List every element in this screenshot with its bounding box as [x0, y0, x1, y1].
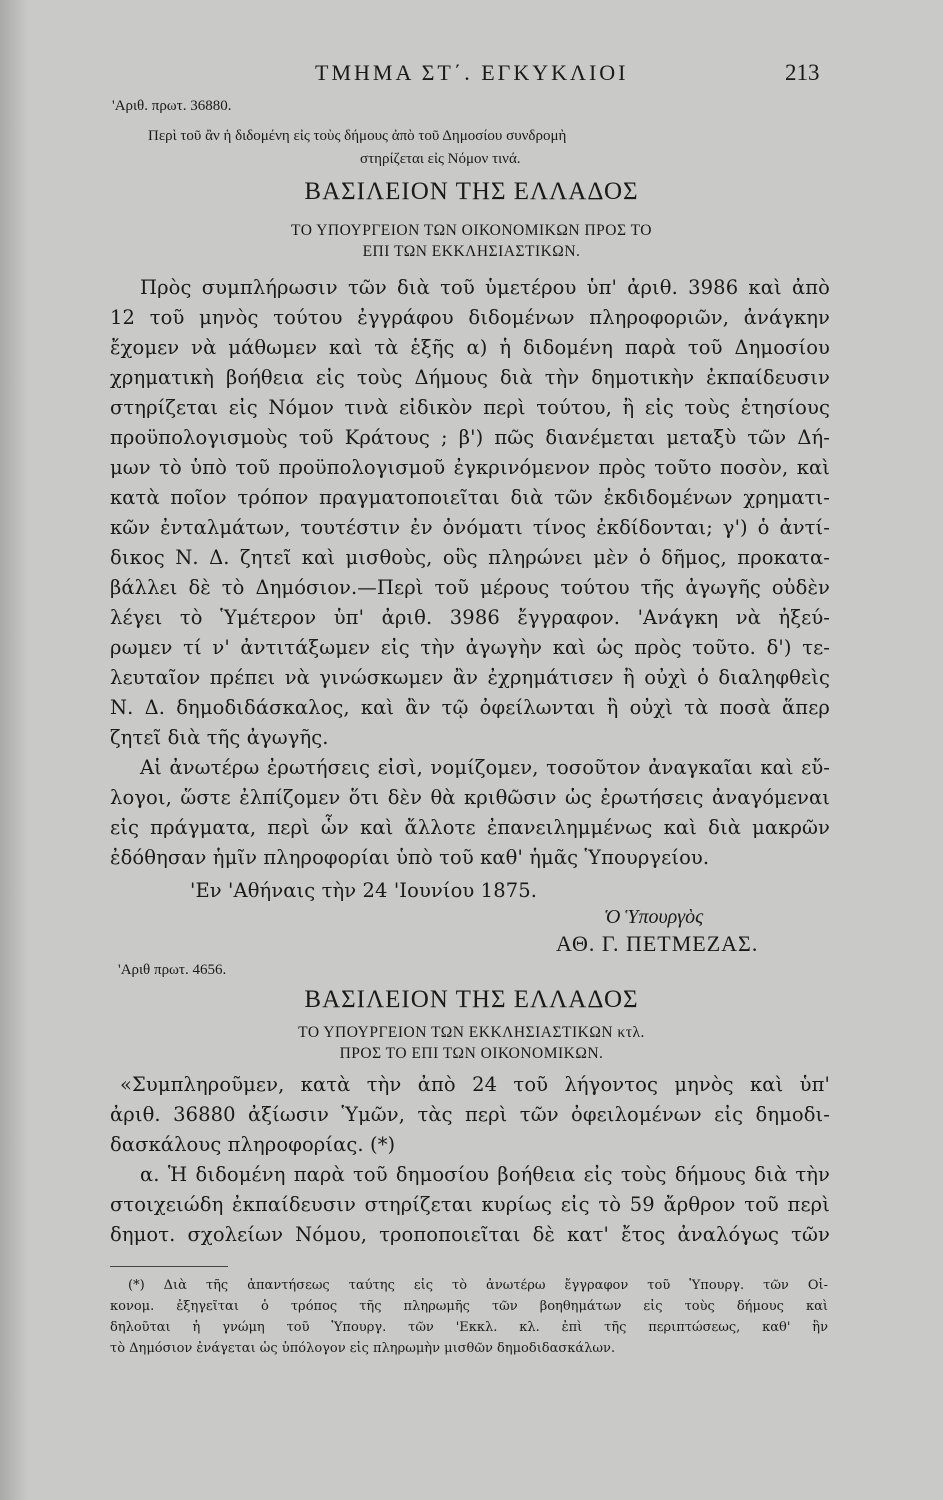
running-header: ΤΜΗΜΑ ΣΤ΄. ΕΓΚΥΚΛΙΟΙ [315, 60, 629, 85]
kingdom-heading: ΒΑΣΙΛΕΙΟΝ ΤΗΣ ΕΛΛΑΔΟΣ [304, 178, 639, 205]
kingdom-heading: ΒΑΣΙΛΕΙΟΝ ΤΗΣ ΕΛΛΑΔΟΣ [304, 986, 639, 1013]
body-line: εἰς πράγματα, περὶ ὧν καὶ ἄλλοτε ἐπανειλημμένως καὶ διὰ μακρῶν [110, 816, 830, 839]
letter-date: 'Εν 'Αθήναις τὴν 24 'Ιουνίου 1875. [190, 879, 538, 902]
signature-name: ΑΘ. Γ. ΠΕΤΜΕΖΑΣ. [556, 931, 759, 956]
ministry-heading: ΠΡΟΣ ΤΟ ΕΠΙ ΤΩΝ ΟΙΚΟΝΟΜΙΚΩΝ. [339, 1045, 604, 1062]
body-line: λευταῖον πρέπει νὰ γινώσκωμεν ἂν ἐχρημάτισεν ἢ οὐχὶ ὁ διαληφθεὶς [110, 666, 830, 689]
body-line: λογοι, ὥστε ἐλπίζομεν ὅτι δὲν θὰ κριθῶσιν ὡς ἐρωτήσεις ἀναγόμεναι [110, 786, 830, 809]
body-line: ἔχομεν νὰ μάθωμεν καὶ τὰ ἑξῆς α) ἡ διδομένη παρὰ τοῦ Δημοσίου [110, 336, 830, 359]
body-line: α. Ἡ διδομένη παρὰ τοῦ δημοσίου βοήθεια εἰς τοὺς δήμους διὰ τὴν [140, 1163, 830, 1186]
body-line: χρηματικὴ βοήθεια εἰς τοὺς Δήμους διὰ τὴν δημοτικὴν ἐκπαίδευσιν [110, 366, 830, 389]
footnote-line: (*) Διὰ τῆς ἀπαντήσεως ταύτης εἰς τὸ ἀνωτέρω ἔγγραφον τοῦ Ὑπουργ. τῶν Οἰ- [128, 1278, 828, 1293]
footnote-line: κονομ. ἐξηγεῖται ὁ τρόπος τῆς πληρωμῆς τῶν βοηθημάτων εἰς τοὺς δήμους καὶ [110, 1299, 828, 1314]
body-line: 12 τοῦ μηνὸς τούτου ἐγγράφου διδομένων πληροφοριῶν, ἀνάγκην [110, 306, 830, 329]
body-line: ρωμεν τί ν' ἀντιτάξωμεν εἰς τὴν ἀγωγὴν καὶ ὡς πρὸς τοῦτο. δ') τε- [110, 636, 830, 659]
footnote-line: δηλοῦται ἡ γνώμη τοῦ Ὑπουργ. τῶν 'Εκκλ. κλ. ἐπὶ τῆς περιπτώσεως, καθ' ἣν [110, 1320, 828, 1335]
body-line: δασκάλους πληροφορίας. (*) [110, 1133, 396, 1156]
protocol-number: 'Αριθ πρωτ. 4656. [118, 962, 227, 978]
body-line: στηρίζεται εἰς Νόμον τινὰ εἰδικὸν περὶ τούτου, ἢ εἰς τοὺς ἐτησίους [110, 396, 830, 419]
body-line: δικος Ν. Δ. ζητεῖ καὶ μισθοὺς, οὓς πληρώνει μὲν ὁ δῆμος, προκατα- [110, 546, 830, 569]
body-line: Πρὸς συμπλήρωσιν τῶν διὰ τοῦ ὑμετέρου ὑπ' ἀριθ. 3986 καὶ ἀπὸ [140, 276, 830, 299]
body-line: κῶν ἐνταλμάτων, τουτέστιν ἐν ὀνόματι τίνος ἐκδίδονται; γ') ὁ ἀντί- [110, 516, 830, 539]
body-line: «Συμπληροῦμεν, κατὰ τὴν ἀπὸ 24 τοῦ λήγοντος μηνὸς καὶ ὑπ' [120, 1073, 830, 1096]
footnote-rule [110, 1266, 228, 1267]
subject-line: Περὶ τοῦ ἂν ἡ διδομένη εἰς τοὺς δήμους ἀπὸ τοῦ Δημοσίου συνδρομὴ [148, 128, 567, 144]
body-line: ζητεῖ διὰ τῆς ἀγωγῆς. [110, 726, 329, 749]
signature-title: Ὁ Ὑπουργὸς [604, 906, 704, 928]
body-line: κατὰ ποῖον τρόπον πραγματοποιεῖται διὰ τῶν ἐκδιδομένων χρηματι- [110, 486, 830, 509]
protocol-number: 'Αριθ. πρωτ. 36880. [112, 98, 232, 114]
subject-line: στηρίζεται εἰς Νόμον τινά. [360, 151, 521, 167]
body-line: λέγει τὸ Ὑμέτερον ὑπ' ἀριθ. 3986 ἔγγραφον. 'Ανάγκη νὰ ἠξεύ- [110, 606, 830, 629]
body-line: ἀριθ. 36880 ἀξίωσιν Ὑμῶν, τὰς περὶ τῶν ὀφειλομένων εἰς δημοδι- [110, 1103, 830, 1126]
body-line: δημοτ. σχολείων Νόμου, τροποποιεῖται δὲ κατ' ἔτος ἀναλόγως τῶν [110, 1223, 830, 1246]
body-line: μων τὸ ὑπὸ τοῦ προϋπολογισμοῦ ἐγκρινόμενον πρὸς τοῦτο ποσὸν, καὶ [110, 456, 830, 479]
body-line: βάλλει δὲ τὸ Δημόσιον.—Περὶ τοῦ μέρους τούτου τῆς ἀγωγῆς οὐδὲν [110, 576, 830, 599]
page-number: 213 [785, 60, 820, 85]
body-line: στοιχειώδη ἐκπαίδευσιν στηρίζεται κυρίως εἰς τὸ 59 ἄρθρον τοῦ περὶ [110, 1193, 830, 1216]
body-line: προϋπολογισμοὺς τοῦ Κράτους ; β') πῶς διανέμεται μεταξὺ τῶν Δή- [110, 426, 830, 449]
body-line: Ν. Δ. δημοδιδάσκαλος, καὶ ἂν τῷ ὀφείλωνται ἢ οὐχὶ τὰ ποσὰ ἅπερ [110, 696, 830, 719]
ministry-heading: ΤΟ ΥΠΟΥΡΓΕΙΟΝ ΤΩΝ ΟΙΚΟΝΟΜΙΚΩΝ ΠΡΟΣ ΤΟ [291, 222, 652, 239]
footnote-line: τὸ Δημόσιον ἐνάγεται ὡς ὑπόλογον εἰς πληρωμὴν μισθῶν δημοδιδασκάλων. [110, 1341, 616, 1356]
ministry-heading: ΤΟ ΥΠΟΥΡΓΕΙΟΝ ΤΩΝ ΕΚΚΛΗΣΙΑΣΤΙΚΩΝ κτλ. [298, 1024, 645, 1041]
ministry-heading: ΕΠΙ ΤΩΝ ΕΚΚΛΗΣΙΑΣΤΙΚΩΝ. [362, 243, 581, 260]
body-line: Αἱ ἀνωτέρω ἐρωτήσεις εἰσὶ, νομίζομεν, τοσοῦτον ἀναγκαῖαι καὶ εὔ- [140, 756, 830, 779]
body-line: ἐδόθησαν ἡμῖν πληροφορίαι ὑπὸ τοῦ καθ' ἡμᾶς Ὑπουργείου. [110, 846, 710, 869]
